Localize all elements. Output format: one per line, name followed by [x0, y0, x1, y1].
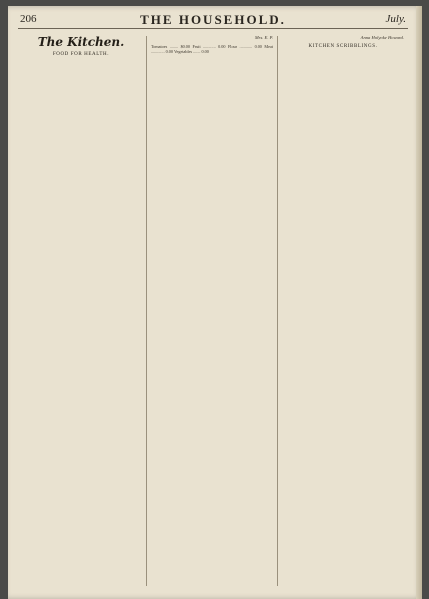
column-1 — [20, 34, 142, 589]
column-2 — [151, 34, 273, 589]
author-signature: Anna Holyoke Howard. — [360, 35, 404, 40]
issue-month: July. — [385, 13, 406, 25]
page-gutter — [416, 6, 422, 599]
article-subhead: KITCHEN SCRIBBLINGS. — [308, 43, 378, 49]
column-3 — [282, 34, 404, 589]
column-divider — [146, 36, 147, 586]
author-signature: Mrs. E. P. — [254, 35, 273, 40]
article-subhead: FOOD FOR HEALTH. — [52, 52, 110, 57]
page — [8, 6, 422, 599]
section-title: The Kitchen. — [37, 35, 125, 49]
running-header — [18, 13, 408, 27]
cost-list: Tomatoes ........ $0.00 Fruit ............ 0.00 Flour ............ 0.00 Meat ............. 0.00 Vegetables ....... 0.00 — [151, 43, 273, 54]
page-number: 206 — [20, 13, 37, 25]
header-rule — [18, 28, 408, 29]
running-title: THE HOUSEHOLD. — [140, 12, 286, 27]
column-divider — [277, 36, 278, 586]
